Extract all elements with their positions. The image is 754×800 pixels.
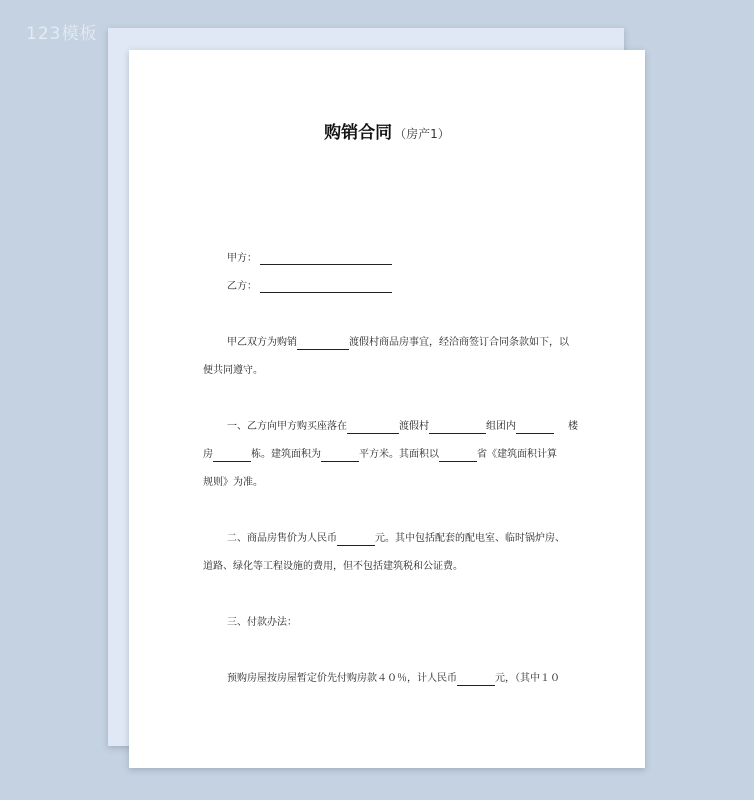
section-1-line-1 — [227, 420, 578, 434]
title-subtitle: （房产1） — [394, 127, 450, 141]
blank-field — [516, 422, 554, 434]
section-3-line-1 — [227, 672, 560, 686]
section-1-line-3: 规则》为准。 — [203, 477, 263, 488]
watermark-text: 123模板 — [26, 24, 98, 44]
blank-field — [439, 450, 477, 462]
section-text: 楼 — [568, 421, 578, 432]
section-1-line-2 — [203, 448, 557, 462]
section-3-title: 三、付款办法： — [227, 617, 297, 628]
section-text: 渡假村 — [399, 421, 429, 432]
blank-field — [429, 422, 486, 434]
section-text: 房 — [203, 449, 213, 460]
section-text: 组团内 — [486, 421, 516, 432]
section-text: 二、商品房售价为人民币 — [227, 533, 337, 544]
document-title — [129, 118, 645, 143]
intro-text: 渡假村商品房事宜，经洽商签订合同条款如下，以 — [349, 337, 569, 348]
party-b-label: 乙方： — [227, 281, 257, 292]
blank-field — [347, 422, 399, 434]
intro-text: 甲乙双方为购销 — [227, 337, 297, 348]
section-text: 预购房屋按房屋暂定价先付购房款４０％，计人民币 — [227, 673, 457, 684]
party-a-label: 甲方： — [227, 253, 257, 264]
section-text: 栋。建筑面积为 — [251, 449, 321, 460]
title-main: 购销合同 — [324, 123, 393, 143]
blank-field — [297, 338, 349, 350]
section-text: 元。其中包括配套的配电室、临时锅炉房、 — [375, 533, 565, 544]
party-a-blank — [260, 264, 392, 265]
blank-field — [337, 534, 375, 546]
blank-field — [321, 450, 359, 462]
section-2-line-1 — [227, 532, 565, 546]
intro-line-2: 便共同遵守。 — [203, 365, 263, 376]
section-text: 平方米。其面积以 — [359, 449, 439, 460]
party-b-blank — [260, 292, 392, 293]
section-2-line-2: 道路、绿化等工程设施的费用，但不包括建筑税和公证费。 — [203, 561, 463, 572]
section-text: 元，（其中１０ — [495, 673, 560, 684]
section-text: 一、乙方向甲方购买座落在 — [227, 421, 347, 432]
document-page — [129, 50, 645, 768]
blank-field — [457, 674, 495, 686]
intro-line-1 — [227, 336, 569, 350]
blank-field — [213, 450, 251, 462]
section-text: 省《建筑面积计算 — [477, 449, 557, 460]
